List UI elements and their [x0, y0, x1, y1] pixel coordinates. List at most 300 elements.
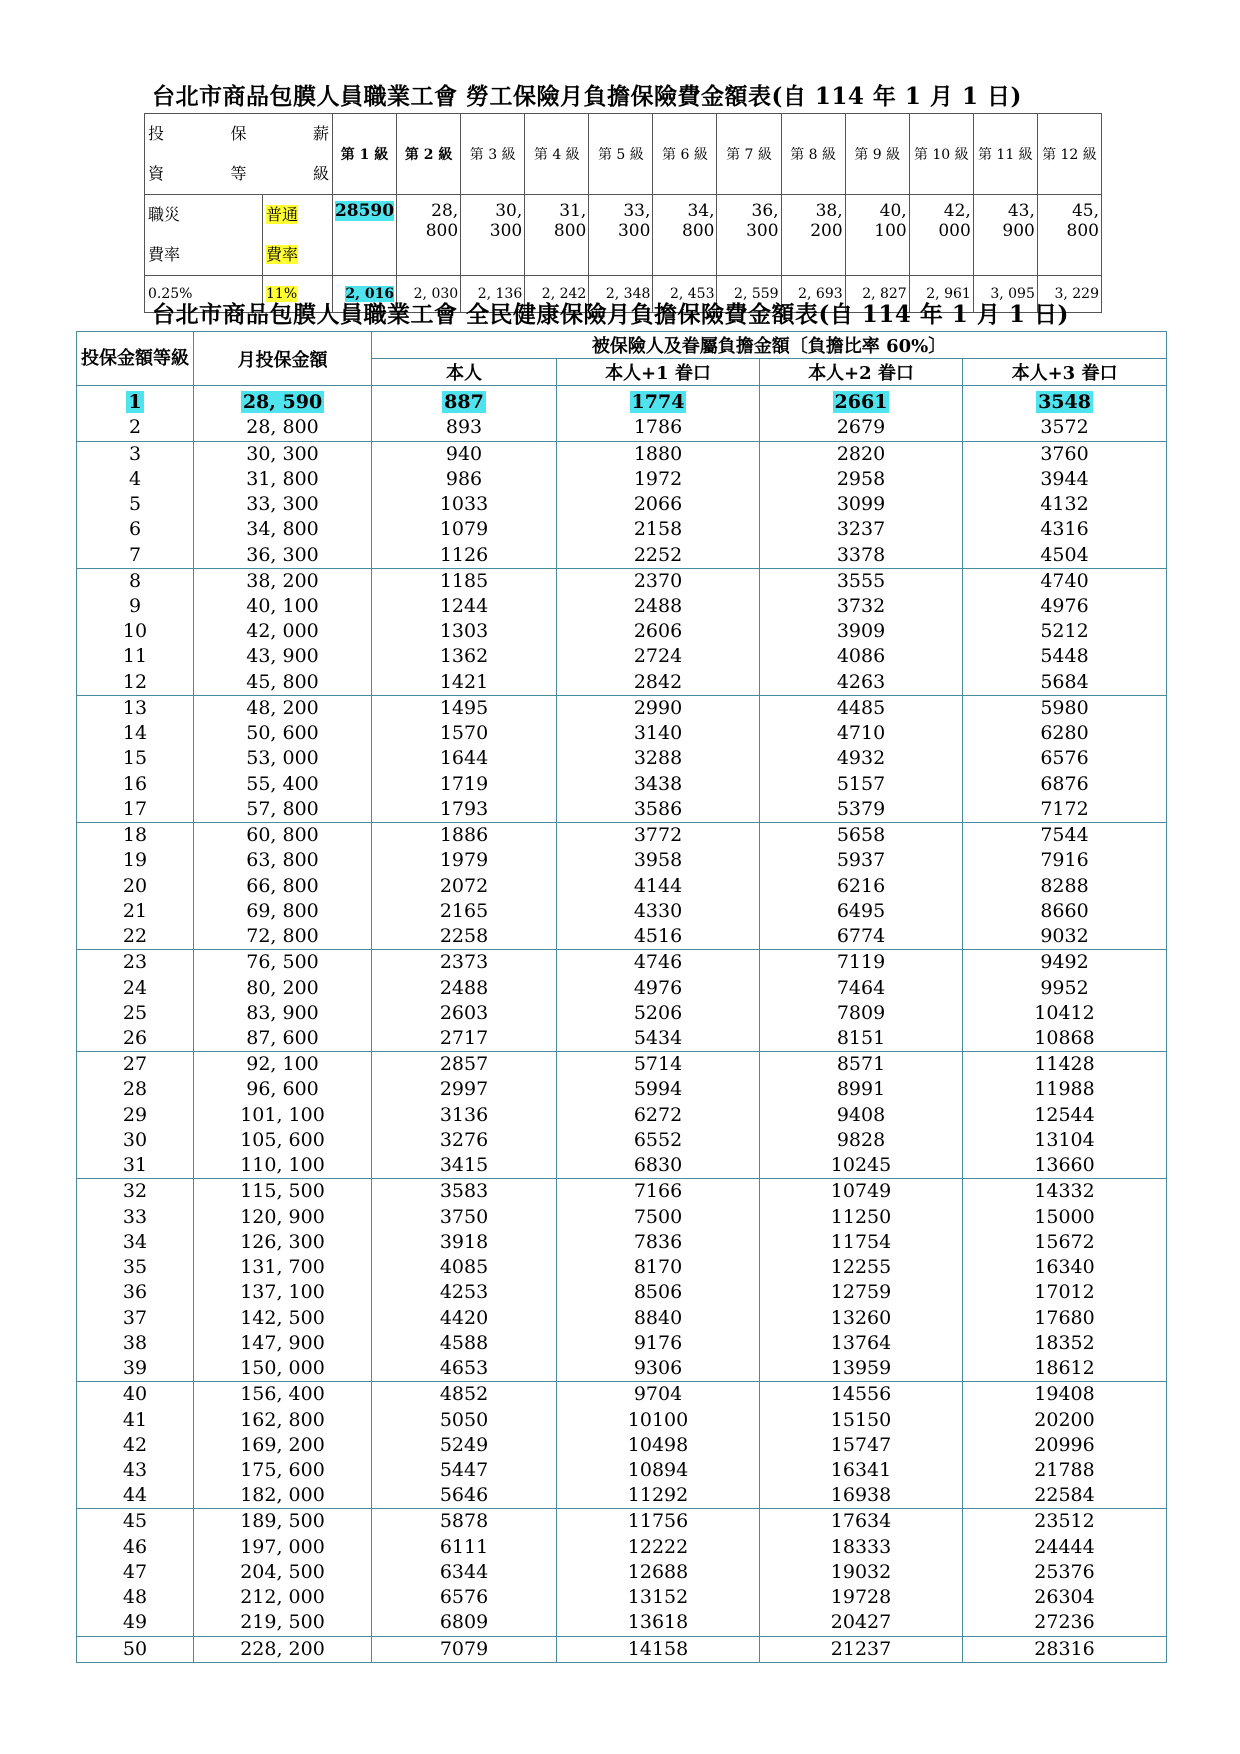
self-cell: 5646 — [372, 1483, 557, 1509]
grade-cell: 25 — [77, 1001, 194, 1026]
plus1-cell: 4330 — [557, 899, 760, 924]
plus1-cell: 9704 — [557, 1382, 760, 1408]
plus2-cell: 14556 — [760, 1382, 963, 1408]
amount-cell: 204, 500 — [194, 1560, 372, 1585]
plus2-cell: 5157 — [760, 772, 963, 797]
table-row — [77, 619, 1167, 644]
grade-cell: 28 — [77, 1077, 194, 1102]
plus3-cell: 13104 — [963, 1128, 1167, 1153]
plus1-cell: 1786 — [557, 415, 760, 441]
grade-cell: 43 — [77, 1458, 194, 1483]
plus2-cell: 8151 — [760, 1026, 963, 1052]
table-row — [77, 1001, 1167, 1026]
plus3-cell: 6576 — [963, 746, 1167, 771]
amount-cell: 80, 200 — [194, 975, 372, 1000]
plus3-cell: 17012 — [963, 1280, 1167, 1305]
grade-cell: 38 — [77, 1331, 194, 1356]
table-row — [77, 1280, 1167, 1305]
labor-premium: 2, 136 — [461, 276, 525, 313]
col-amount-header: 月投保金額 — [194, 332, 372, 386]
self-cell: 940 — [372, 441, 557, 467]
plus2-cell: 9408 — [760, 1103, 963, 1128]
general-rate: 11% — [263, 276, 333, 313]
grade-cell: 35 — [77, 1255, 194, 1280]
amount-cell: 189, 500 — [194, 1509, 372, 1535]
table-row — [77, 1636, 1167, 1662]
labor-insurance-table — [144, 113, 1102, 313]
self-cell: 1079 — [372, 517, 557, 542]
table-row — [77, 1356, 1167, 1382]
self-cell: 3918 — [372, 1230, 557, 1255]
self-cell: 2997 — [372, 1077, 557, 1102]
plus1-cell: 5714 — [557, 1052, 760, 1078]
labor-premium: 3, 229 — [1037, 276, 1101, 313]
plus1-cell: 1880 — [557, 441, 760, 467]
labor-premium: 2, 559 — [717, 276, 781, 313]
table-row — [77, 1230, 1167, 1255]
plus2-cell: 16341 — [760, 1458, 963, 1483]
self-cell: 887 — [372, 386, 557, 416]
amount-cell: 156, 400 — [194, 1382, 372, 1408]
labor-premium: 2, 693 — [781, 276, 845, 313]
labor-grade-row — [145, 114, 1102, 195]
plus2-cell: 15150 — [760, 1407, 963, 1432]
plus1-cell: 3288 — [557, 746, 760, 771]
amount-cell: 28, 800 — [194, 415, 372, 441]
amount-cell: 30, 300 — [194, 441, 372, 467]
self-cell: 1719 — [372, 772, 557, 797]
plus1-cell: 6272 — [557, 1103, 760, 1128]
table-row — [77, 1052, 1167, 1078]
plus3-cell: 4740 — [963, 568, 1167, 594]
table-row — [77, 670, 1167, 696]
amount-cell: 53, 000 — [194, 746, 372, 771]
amount-cell: 137, 100 — [194, 1280, 372, 1305]
plus3-cell: 3572 — [963, 415, 1167, 441]
plus3-cell: 5212 — [963, 619, 1167, 644]
plus3-cell: 7544 — [963, 823, 1167, 849]
self-cell: 1793 — [372, 797, 557, 823]
plus2-cell: 5658 — [760, 823, 963, 849]
plus1-cell: 12688 — [557, 1560, 760, 1585]
labor-premium: 3, 095 — [973, 276, 1037, 313]
plus1-cell: 4976 — [557, 975, 760, 1000]
plus2-cell: 2820 — [760, 441, 963, 467]
table-row — [77, 772, 1167, 797]
plus1-cell: 13152 — [557, 1585, 760, 1610]
labor-amount-row — [145, 195, 1102, 276]
plus2-cell: 9828 — [760, 1128, 963, 1153]
self-cell: 2603 — [372, 1001, 557, 1026]
grade-cell: 20 — [77, 873, 194, 898]
grade-cell: 9 — [77, 594, 194, 619]
self-cell: 1495 — [372, 695, 557, 721]
grade-cell: 32 — [77, 1179, 194, 1205]
grade-cell: 29 — [77, 1103, 194, 1128]
labor-insured-amount: 42, 000 — [909, 195, 973, 276]
labor-insured-amount: 45, 800 — [1037, 195, 1101, 276]
plus3-cell: 20200 — [963, 1407, 1167, 1432]
plus2-cell: 16938 — [760, 1483, 963, 1509]
amount-cell: 38, 200 — [194, 568, 372, 594]
plus2-cell: 7119 — [760, 950, 963, 976]
plus3-cell: 10868 — [963, 1026, 1167, 1052]
amount-cell: 110, 100 — [194, 1153, 372, 1179]
grade-cell: 30 — [77, 1128, 194, 1153]
sub-header-plus2: 本人+2 眷口 — [760, 359, 963, 386]
plus2-cell: 3732 — [760, 594, 963, 619]
plus2-cell: 7464 — [760, 975, 963, 1000]
plus3-cell: 7172 — [963, 797, 1167, 823]
self-cell: 1185 — [372, 568, 557, 594]
plus1-cell: 4144 — [557, 873, 760, 898]
plus1-cell: 8170 — [557, 1255, 760, 1280]
plus1-cell: 2488 — [557, 594, 760, 619]
plus3-cell: 11428 — [963, 1052, 1167, 1078]
plus1-cell: 9306 — [557, 1356, 760, 1382]
plus2-cell: 10245 — [760, 1153, 963, 1179]
grade-cell: 33 — [77, 1205, 194, 1230]
plus1-cell: 2990 — [557, 695, 760, 721]
plus1-cell: 10100 — [557, 1407, 760, 1432]
plus1-cell: 13618 — [557, 1610, 760, 1636]
plus2-cell: 10749 — [760, 1179, 963, 1205]
self-cell: 5050 — [372, 1407, 557, 1432]
self-cell: 5249 — [372, 1433, 557, 1458]
grade-cell: 49 — [77, 1610, 194, 1636]
grade-cell: 19 — [77, 848, 194, 873]
plus2-cell: 2661 — [760, 386, 963, 416]
self-cell: 893 — [372, 415, 557, 441]
labor-grade: 第 6 級 — [653, 114, 717, 195]
grade-cell: 34 — [77, 1230, 194, 1255]
plus1-cell: 11292 — [557, 1483, 760, 1509]
plus1-cell: 3772 — [557, 823, 760, 849]
grade-cell: 6 — [77, 517, 194, 542]
plus3-cell: 21788 — [963, 1458, 1167, 1483]
table-row — [77, 568, 1167, 594]
table-row — [77, 1331, 1167, 1356]
plus3-cell: 11988 — [963, 1077, 1167, 1102]
amount-cell: 43, 900 — [194, 644, 372, 669]
amount-cell: 101, 100 — [194, 1103, 372, 1128]
plus2-cell: 13260 — [760, 1305, 963, 1330]
amount-cell: 142, 500 — [194, 1305, 372, 1330]
plus1-cell: 3140 — [557, 721, 760, 746]
plus2-cell: 8991 — [760, 1077, 963, 1102]
plus1-cell: 3958 — [557, 848, 760, 873]
plus2-cell: 6216 — [760, 873, 963, 898]
sub-header-self: 本人 — [372, 359, 557, 386]
grade-cell: 37 — [77, 1305, 194, 1330]
plus2-cell: 5379 — [760, 797, 963, 823]
plus1-cell: 5434 — [557, 1026, 760, 1052]
injury-rate-label: 職災 費率 — [145, 195, 263, 276]
table-row — [77, 1179, 1167, 1205]
plus3-cell: 8288 — [963, 873, 1167, 898]
grade-cell: 18 — [77, 823, 194, 849]
labor-insured-amount: 31, 800 — [525, 195, 589, 276]
table-row — [77, 594, 1167, 619]
table-row — [77, 848, 1167, 873]
plus2-cell: 6774 — [760, 924, 963, 950]
labor-grade: 第 4 級 — [525, 114, 589, 195]
plus3-cell: 9492 — [963, 950, 1167, 976]
labor-table-title: 台北市商品包膜人員職業工會 勞工保險月負擔保險費金額表(自 114 年 1 月 1 日) — [152, 83, 1022, 110]
plus1-cell: 8506 — [557, 1280, 760, 1305]
plus1-cell: 2252 — [557, 542, 760, 568]
amount-cell: 175, 600 — [194, 1458, 372, 1483]
plus1-cell: 2724 — [557, 644, 760, 669]
grade-cell: 42 — [77, 1433, 194, 1458]
table-row — [77, 644, 1167, 669]
plus3-cell: 9952 — [963, 975, 1167, 1000]
plus1-cell: 4516 — [557, 924, 760, 950]
amount-cell: 55, 400 — [194, 772, 372, 797]
plus3-cell: 5448 — [963, 644, 1167, 669]
plus1-cell: 2370 — [557, 568, 760, 594]
table-row — [77, 467, 1167, 492]
labor-premium: 2, 016 — [333, 276, 397, 313]
plus2-cell: 2958 — [760, 467, 963, 492]
grade-cell: 5 — [77, 492, 194, 517]
plus2-cell: 5937 — [760, 848, 963, 873]
plus3-cell: 5684 — [963, 670, 1167, 696]
self-cell: 3583 — [372, 1179, 557, 1205]
plus1-cell: 7166 — [557, 1179, 760, 1205]
plus3-cell: 3760 — [963, 441, 1167, 467]
grade-cell: 11 — [77, 644, 194, 669]
table-row — [77, 415, 1167, 441]
plus3-cell: 17680 — [963, 1305, 1167, 1330]
self-cell: 3750 — [372, 1205, 557, 1230]
labor-insured-amount: 34, 800 — [653, 195, 717, 276]
grade-cell: 24 — [77, 975, 194, 1000]
plus3-cell: 19408 — [963, 1382, 1167, 1408]
plus3-cell: 16340 — [963, 1255, 1167, 1280]
plus1-cell: 4746 — [557, 950, 760, 976]
amount-cell: 92, 100 — [194, 1052, 372, 1078]
amount-cell: 162, 800 — [194, 1407, 372, 1432]
table-row — [77, 1433, 1167, 1458]
self-cell: 2488 — [372, 975, 557, 1000]
table-row — [77, 1077, 1167, 1102]
amount-cell: 228, 200 — [194, 1636, 372, 1662]
grade-cell: 7 — [77, 542, 194, 568]
table-row — [77, 1026, 1167, 1052]
table-row — [77, 950, 1167, 976]
group-header: 被保險人及眷屬負擔金額〔負擔比率 60%〕 — [372, 332, 1167, 359]
labor-premium: 2, 453 — [653, 276, 717, 313]
plus2-cell: 4932 — [760, 746, 963, 771]
labor-grade: 第 5 級 — [589, 114, 653, 195]
labor-premium: 2, 827 — [845, 276, 909, 313]
plus2-cell: 21237 — [760, 1636, 963, 1662]
self-cell: 4085 — [372, 1255, 557, 1280]
amount-cell: 50, 600 — [194, 721, 372, 746]
table-row — [77, 1509, 1167, 1535]
plus3-cell: 15672 — [963, 1230, 1167, 1255]
self-cell: 3276 — [372, 1128, 557, 1153]
plus1-cell: 1774 — [557, 386, 760, 416]
self-cell: 6111 — [372, 1535, 557, 1560]
table-row — [77, 1255, 1167, 1280]
self-cell: 4653 — [372, 1356, 557, 1382]
amount-cell: 60, 800 — [194, 823, 372, 849]
plus3-cell: 18352 — [963, 1331, 1167, 1356]
labor-grade: 第 12 級 — [1037, 114, 1101, 195]
plus2-cell: 2679 — [760, 415, 963, 441]
labor-grade: 第 1 級 — [333, 114, 397, 195]
plus1-cell: 12222 — [557, 1535, 760, 1560]
plus2-cell: 17634 — [760, 1509, 963, 1535]
grade-cell: 45 — [77, 1509, 194, 1535]
self-cell: 2072 — [372, 873, 557, 898]
self-cell: 4588 — [372, 1331, 557, 1356]
plus1-cell: 7500 — [557, 1205, 760, 1230]
plus3-cell: 25376 — [963, 1560, 1167, 1585]
labor-premium: 2, 242 — [525, 276, 589, 313]
self-cell: 986 — [372, 467, 557, 492]
grade-cell: 23 — [77, 950, 194, 976]
plus1-cell: 5206 — [557, 1001, 760, 1026]
plus2-cell: 4086 — [760, 644, 963, 669]
plus1-cell: 1972 — [557, 467, 760, 492]
grade-cell: 16 — [77, 772, 194, 797]
plus2-cell: 13764 — [760, 1331, 963, 1356]
plus2-cell: 13959 — [760, 1356, 963, 1382]
plus2-cell: 12759 — [760, 1280, 963, 1305]
plus1-cell: 2842 — [557, 670, 760, 696]
self-cell: 1979 — [372, 848, 557, 873]
plus3-cell: 4976 — [963, 594, 1167, 619]
grade-cell: 4 — [77, 467, 194, 492]
table-row — [77, 492, 1167, 517]
plus2-cell: 18333 — [760, 1535, 963, 1560]
amount-cell: 72, 800 — [194, 924, 372, 950]
grade-cell: 1 — [77, 386, 194, 416]
table-row — [77, 1560, 1167, 1585]
grade-cell: 13 — [77, 695, 194, 721]
plus1-cell: 2158 — [557, 517, 760, 542]
plus2-cell: 3378 — [760, 542, 963, 568]
amount-cell: 105, 600 — [194, 1128, 372, 1153]
plus1-cell: 11756 — [557, 1509, 760, 1535]
table-row — [77, 542, 1167, 568]
grade-cell: 50 — [77, 1636, 194, 1662]
general-rate-label: 普通 費率 — [263, 195, 333, 276]
amount-cell: 69, 800 — [194, 899, 372, 924]
plus2-cell: 19032 — [760, 1560, 963, 1585]
plus2-cell: 3555 — [760, 568, 963, 594]
plus3-cell: 18612 — [963, 1356, 1167, 1382]
plus2-cell: 19728 — [760, 1585, 963, 1610]
amount-cell: 120, 900 — [194, 1205, 372, 1230]
table-row — [77, 1103, 1167, 1128]
table-row — [77, 386, 1167, 416]
plus2-cell: 4485 — [760, 695, 963, 721]
amount-cell: 45, 800 — [194, 670, 372, 696]
plus1-cell: 10894 — [557, 1458, 760, 1483]
plus3-cell: 12544 — [963, 1103, 1167, 1128]
amount-cell: 147, 900 — [194, 1331, 372, 1356]
grade-cell: 2 — [77, 415, 194, 441]
amount-cell: 36, 300 — [194, 542, 372, 568]
labor-grade: 第 8 級 — [781, 114, 845, 195]
self-cell: 1421 — [372, 670, 557, 696]
self-cell: 6576 — [372, 1585, 557, 1610]
table-row — [77, 1382, 1167, 1408]
grade-cell: 47 — [77, 1560, 194, 1585]
plus3-cell: 10412 — [963, 1001, 1167, 1026]
plus2-cell: 6495 — [760, 899, 963, 924]
labor-premium: 2, 961 — [909, 276, 973, 313]
table-row — [77, 1128, 1167, 1153]
amount-cell: 66, 800 — [194, 873, 372, 898]
plus2-cell: 3909 — [760, 619, 963, 644]
plus1-cell: 8840 — [557, 1305, 760, 1330]
grade-cell: 41 — [77, 1407, 194, 1432]
plus3-cell: 6280 — [963, 721, 1167, 746]
self-cell: 5878 — [372, 1509, 557, 1535]
plus3-cell: 13660 — [963, 1153, 1167, 1179]
self-cell: 4852 — [372, 1382, 557, 1408]
sub-header-plus3: 本人+3 眷口 — [963, 359, 1167, 386]
amount-cell: 42, 000 — [194, 619, 372, 644]
amount-cell: 76, 500 — [194, 950, 372, 976]
plus2-cell: 11754 — [760, 1230, 963, 1255]
health-table-title: 台北市商品包膜人員職業工會 全民健康保險月負擔保險費金額表(自 114 年 1 月 1 日) — [152, 301, 1069, 328]
amount-cell: 169, 200 — [194, 1433, 372, 1458]
grade-cell: 15 — [77, 746, 194, 771]
labor-grade: 第 7 級 — [717, 114, 781, 195]
table-row — [77, 441, 1167, 467]
grade-cell: 12 — [77, 670, 194, 696]
table-row — [77, 1610, 1167, 1636]
plus2-cell: 8571 — [760, 1052, 963, 1078]
table-row — [77, 721, 1167, 746]
plus3-cell: 4504 — [963, 542, 1167, 568]
plus3-cell: 20996 — [963, 1433, 1167, 1458]
grade-cell: 36 — [77, 1280, 194, 1305]
grade-cell: 22 — [77, 924, 194, 950]
self-cell: 1126 — [372, 542, 557, 568]
plus2-cell: 7809 — [760, 1001, 963, 1026]
self-cell: 6344 — [372, 1560, 557, 1585]
amount-cell: 197, 000 — [194, 1535, 372, 1560]
plus3-cell: 27236 — [963, 1610, 1167, 1636]
plus1-cell: 6552 — [557, 1128, 760, 1153]
self-cell: 2165 — [372, 899, 557, 924]
amount-cell: 115, 500 — [194, 1179, 372, 1205]
labor-grade: 第 3 級 — [461, 114, 525, 195]
table-row — [77, 517, 1167, 542]
table-row — [77, 899, 1167, 924]
plus2-cell: 4710 — [760, 721, 963, 746]
self-cell: 1886 — [372, 823, 557, 849]
plus2-cell: 3237 — [760, 517, 963, 542]
plus3-cell: 6876 — [963, 772, 1167, 797]
amount-cell: 150, 000 — [194, 1356, 372, 1382]
table-row — [77, 1458, 1167, 1483]
plus2-cell: 15747 — [760, 1433, 963, 1458]
amount-cell: 87, 600 — [194, 1026, 372, 1052]
plus3-cell: 26304 — [963, 1585, 1167, 1610]
grade-cell: 3 — [77, 441, 194, 467]
amount-cell: 28, 590 — [194, 386, 372, 416]
grade-cell: 26 — [77, 1026, 194, 1052]
plus1-cell: 3438 — [557, 772, 760, 797]
